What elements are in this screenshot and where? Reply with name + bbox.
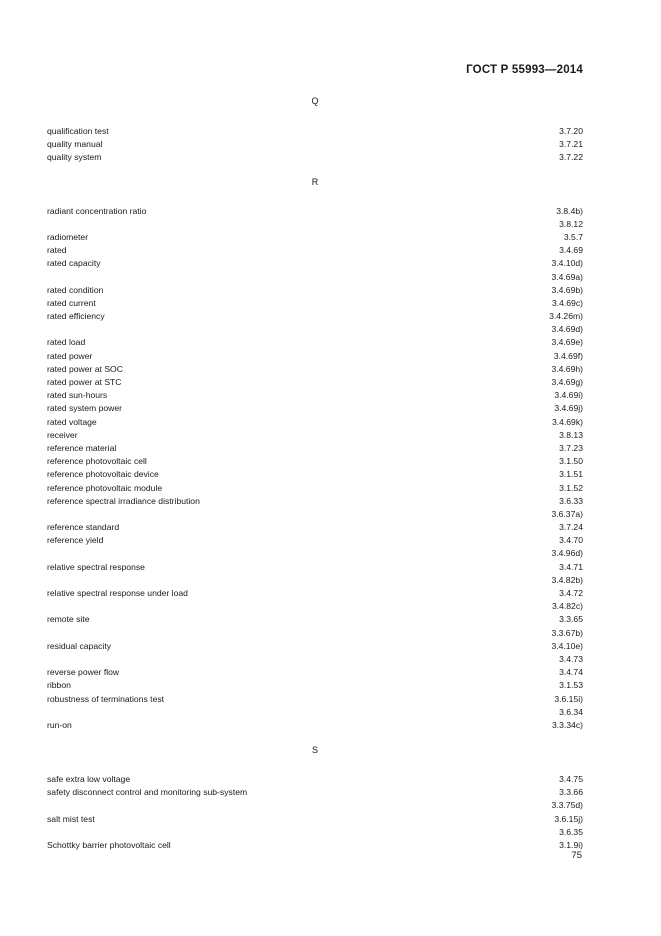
- index-entry: [47, 297, 583, 310]
- index-reference: 3.4.82c): [551, 601, 583, 612]
- index-term: rated load: [47, 337, 86, 348]
- index-entry: [47, 429, 583, 442]
- index-reference: 3.4.82b): [551, 574, 583, 585]
- index-reference: 3.4.74: [559, 667, 583, 678]
- index-reference: 3.5.7: [563, 231, 583, 242]
- index-term: salt mist test: [47, 813, 95, 824]
- index-entry: [47, 205, 583, 218]
- index-reference: 3.8.12: [559, 218, 583, 229]
- index-entry: [47, 508, 583, 521]
- index-reference: 3.6.37a): [551, 508, 583, 519]
- index-entry: [47, 719, 583, 732]
- index-term: rated condition: [47, 284, 104, 295]
- index-entry: [47, 455, 583, 468]
- index-entry: [47, 706, 583, 719]
- index-entry: [47, 442, 583, 455]
- index-reference: 3.6.34: [559, 706, 583, 717]
- index-entry: [47, 244, 583, 257]
- index-term: remote site: [47, 614, 90, 625]
- index-term: rated current: [47, 297, 96, 308]
- index-reference: 3.4.73: [559, 653, 583, 664]
- index-entry: [47, 231, 583, 244]
- index-entry: [47, 310, 583, 323]
- index-entry: [47, 561, 583, 574]
- index-term: quality manual: [47, 139, 103, 150]
- index-entry: [47, 666, 583, 679]
- index-reference: 3.3.65: [559, 614, 583, 625]
- section-entries: [47, 773, 583, 852]
- index-reference: 3.4.69g): [551, 377, 583, 387]
- index-term: radiometer: [47, 231, 89, 242]
- index-term: radiant concentration ratio: [47, 205, 147, 216]
- index-term: reference yield: [47, 535, 104, 546]
- section-entries: [47, 125, 583, 165]
- index-reference: 3.7.24: [559, 522, 583, 533]
- index-entry: [47, 613, 583, 626]
- index-reference: 3.7.20: [559, 126, 583, 136]
- index-entry: [47, 813, 583, 826]
- index-entry: [47, 495, 583, 508]
- index-reference: 3.6.15i): [554, 693, 583, 704]
- index-entry: [47, 574, 583, 587]
- index-entry: [47, 416, 583, 429]
- index-reference: 3.6.35: [559, 826, 583, 837]
- index-term: rated power at STC: [47, 377, 122, 387]
- index-term: rated capacity: [47, 258, 101, 269]
- index-reference: 3.8.13: [559, 429, 583, 440]
- index-entry: [47, 587, 583, 600]
- index-term: ribbon: [47, 680, 71, 691]
- index-term: reference standard: [47, 522, 120, 533]
- index-entry: [47, 376, 583, 389]
- index-reference: 3.4.69c): [551, 297, 583, 308]
- index-reference: 3.7.22: [559, 152, 583, 163]
- index-term: rated voltage: [47, 416, 97, 427]
- index-entry: [47, 468, 583, 481]
- index-term: rated sun-hours: [47, 390, 108, 401]
- index-entry: [47, 336, 583, 349]
- index-reference: 3.1.9i): [559, 840, 583, 850]
- section-letter: Q: [311, 96, 319, 106]
- index-reference: 3.1.51: [559, 469, 583, 480]
- index-term: rated system power: [47, 403, 122, 414]
- index-entry: [47, 521, 583, 534]
- index-reference: 3.1.53: [559, 680, 583, 691]
- index-entry: [47, 773, 583, 786]
- index-reference: 3.4.69: [559, 245, 583, 256]
- index-term: safe extra low voltage: [47, 774, 131, 785]
- index-entry: [47, 640, 583, 653]
- index-entry: [47, 653, 583, 666]
- index-reference: 3.8.4b): [556, 205, 583, 216]
- page-number: 75: [571, 850, 582, 861]
- index-section-r: [47, 176, 583, 733]
- index-entry: [47, 799, 583, 812]
- index-reference: 3.4.71: [559, 561, 583, 572]
- index-reference: 3.6.33: [559, 495, 583, 506]
- section-entries: [47, 205, 583, 733]
- index-entry: [47, 284, 583, 297]
- index-entry: [47, 679, 583, 692]
- index-reference: 3.4.96d): [551, 548, 583, 559]
- index-term: rated power: [47, 350, 93, 361]
- index-reference: 3.4.70: [559, 535, 583, 546]
- index-term: quality system: [47, 152, 102, 163]
- index-entry: [47, 363, 583, 376]
- index-term: relative spectral response: [47, 561, 145, 572]
- index-reference: 3.4.69b): [551, 284, 583, 295]
- index-section-s: [47, 744, 583, 852]
- index-term: reference photovoltaic device: [47, 469, 159, 480]
- index-term: qualification test: [47, 126, 109, 136]
- index-entry: [47, 138, 583, 151]
- index-reference: 3.7.21: [559, 139, 583, 150]
- index-entry: [47, 826, 583, 839]
- index-entry: [47, 402, 583, 415]
- index-term: safety disconnect control and monitoring sub-system: [47, 787, 248, 798]
- document-header: ГОСТ Р 55993—2014: [466, 64, 583, 76]
- index-entry: [47, 627, 583, 640]
- index-section-q: [47, 95, 583, 165]
- index-content: [47, 92, 583, 852]
- index-reference: 3.4.69i): [554, 390, 583, 401]
- index-reference: 3.4.10e): [551, 640, 583, 651]
- index-entry: [47, 786, 583, 799]
- index-entry: [47, 350, 583, 363]
- index-reference: 3.7.23: [559, 442, 583, 453]
- index-reference: 3.4.72: [559, 588, 583, 598]
- index-reference: 3.1.52: [559, 482, 583, 493]
- index-entry: [47, 693, 583, 706]
- index-entry: [47, 218, 583, 231]
- section-letter: S: [311, 745, 318, 756]
- index-entry: [47, 257, 583, 270]
- index-term: reference material: [47, 442, 117, 453]
- index-reference: 3.4.69a): [551, 271, 583, 282]
- index-term: Schottky barrier photovoltaic cell: [47, 840, 171, 850]
- index-entry: [47, 389, 583, 402]
- index-reference: 3.4.69j): [554, 403, 583, 414]
- index-term: relative spectral response under load: [47, 588, 188, 598]
- index-reference: 3.4.69d): [551, 324, 583, 335]
- index-entry: [47, 323, 583, 336]
- index-term: reverse power flow: [47, 667, 120, 678]
- index-term: reference spectral irradiance distribution: [47, 495, 200, 506]
- index-reference: 3.4.69h): [551, 363, 583, 374]
- index-entry: [47, 839, 583, 852]
- index-term: rated power at SOC: [47, 363, 123, 374]
- index-term: rated: [47, 245, 67, 256]
- index-reference: 3.3.75d): [551, 800, 583, 811]
- index-entry: [47, 547, 583, 560]
- index-term: run-on: [47, 719, 72, 730]
- index-reference: 3.4.69k): [551, 416, 583, 427]
- index-reference: 3.4.75: [559, 774, 583, 785]
- index-entry: [47, 534, 583, 547]
- index-entry: [47, 600, 583, 613]
- index-reference: 3.1.50: [559, 456, 583, 467]
- index-reference: 3.4.10d): [551, 258, 583, 269]
- index-reference: 3.6.15j): [554, 813, 583, 824]
- index-entry: [47, 271, 583, 284]
- index-entry: [47, 151, 583, 164]
- index-reference: 3.4.69f): [553, 350, 583, 361]
- index-term: receiver: [47, 429, 78, 440]
- index-term: reference photovoltaic module: [47, 482, 163, 493]
- index-term: reference photovoltaic cell: [47, 456, 147, 467]
- index-term: residual capacity: [47, 640, 112, 651]
- index-reference: 3.3.67b): [551, 627, 583, 638]
- index-entry: [47, 125, 583, 138]
- index-reference: 3.3.34c): [551, 719, 583, 730]
- index-entry: [47, 482, 583, 495]
- section-letter: R: [311, 176, 319, 187]
- index-reference: 3.4.69e): [551, 337, 583, 348]
- index-term: robustness of terminations test: [47, 693, 165, 704]
- index-reference: 3.3.66: [559, 787, 583, 798]
- index-reference: 3.4.26m): [549, 311, 583, 322]
- index-term: rated efficiency: [47, 311, 105, 322]
